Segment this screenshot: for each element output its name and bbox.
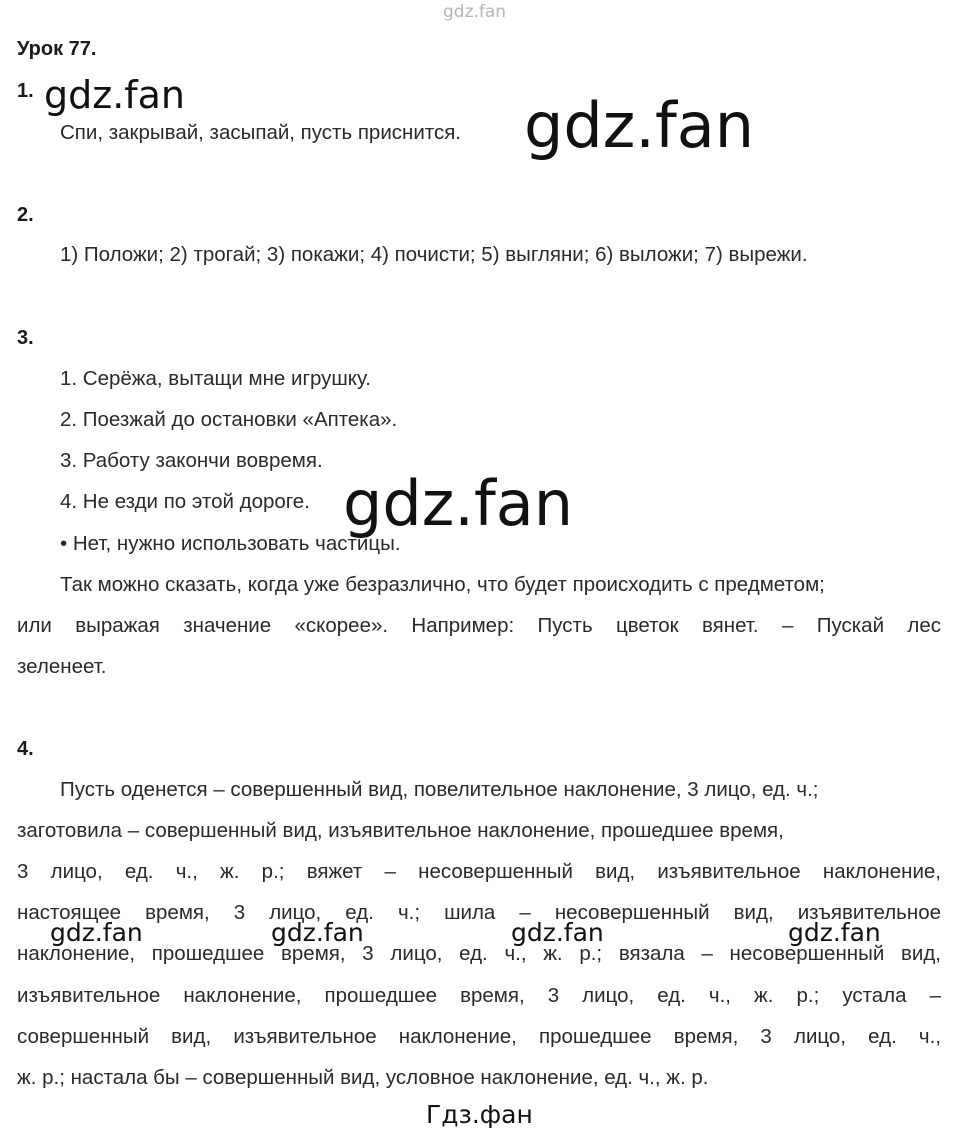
- task-4-number: 4.: [17, 738, 34, 760]
- watermark-row-1: gdz.fan: [50, 918, 143, 947]
- task-4-line: совершенный вид, изъявительное наклонение, прошедшее время, 3 лицо, ед. ч.,: [17, 1025, 941, 1048]
- watermark-row-4: gdz.fan: [788, 918, 881, 947]
- task-2-number: 2.: [17, 204, 34, 226]
- task-4-line: изъявительное наклонение, прошедшее время, 3 лицо, ед. ч., ж. р.; устала –: [17, 984, 941, 1007]
- task-3-line: 1. Серёжа, вытащи мне игрушку.: [60, 367, 371, 390]
- watermark-2: gdz.fan: [524, 89, 755, 162]
- watermark-1: gdz.fan: [44, 73, 186, 117]
- task-2-text: 1) Положи; 2) трогай; 3) покажи; 4) почисти; 5) выгляни; 6) выложи; 7) вырежи.: [60, 243, 808, 266]
- task-3-paragraph-line: Так можно сказать, когда уже безразлично, что будет происходить с предметом;: [60, 573, 825, 596]
- task-1-number: 1.: [17, 80, 34, 102]
- task-4-line: ж. р.; настала бы – совершенный вид, условное наклонение, ед. ч., ж. р.: [17, 1066, 709, 1089]
- task-3-number: 3.: [17, 327, 34, 349]
- task-4-line: заготовила – совершенный вид, изъявительное наклонение, прошедшее время,: [17, 819, 784, 842]
- task-4-line: наклонение, прошедшее время, 3 лицо, ед. ч., ж. р.; вязала – несовершенный вид,: [17, 942, 941, 965]
- task-3-paragraph-line: зеленеет.: [17, 655, 107, 678]
- watermark-3: gdz.fan: [343, 467, 574, 540]
- watermark-top: gdz.fan: [443, 2, 507, 22]
- watermark-bottom: Гдз.фан: [426, 1100, 533, 1129]
- task-4-line: 3 лицо, ед. ч., ж. р.; вяжет – несовершенный вид, изъявительное наклонение,: [17, 860, 941, 883]
- task-1-text: Спи, закрывай, засыпай, пусть приснится.: [60, 121, 462, 144]
- task-3-paragraph-line: или выражая значение «скорее». Например: Пусть цветок вянет. – Пускай лес: [17, 614, 941, 637]
- task-3-line: • Нет, нужно использовать частицы.: [60, 532, 401, 555]
- task-4-line: настоящее время, 3 лицо, ед. ч.; шила – несовершенный вид, изъявительное: [17, 901, 941, 924]
- watermark-row-2: gdz.fan: [271, 918, 364, 947]
- task-4-line: Пусть оденется – совершенный вид, повелительное наклонение, 3 лицо, ед. ч.;: [60, 778, 819, 801]
- watermark-row-3: gdz.fan: [511, 918, 604, 947]
- task-3-line: 3. Работу закончи вовремя.: [60, 449, 323, 472]
- lesson-title: Урок 77.: [17, 38, 97, 60]
- task-3-line: 4. Не езди по этой дороге.: [60, 490, 310, 513]
- task-3-line: 2. Поезжай до остановки «Аптека».: [60, 408, 398, 431]
